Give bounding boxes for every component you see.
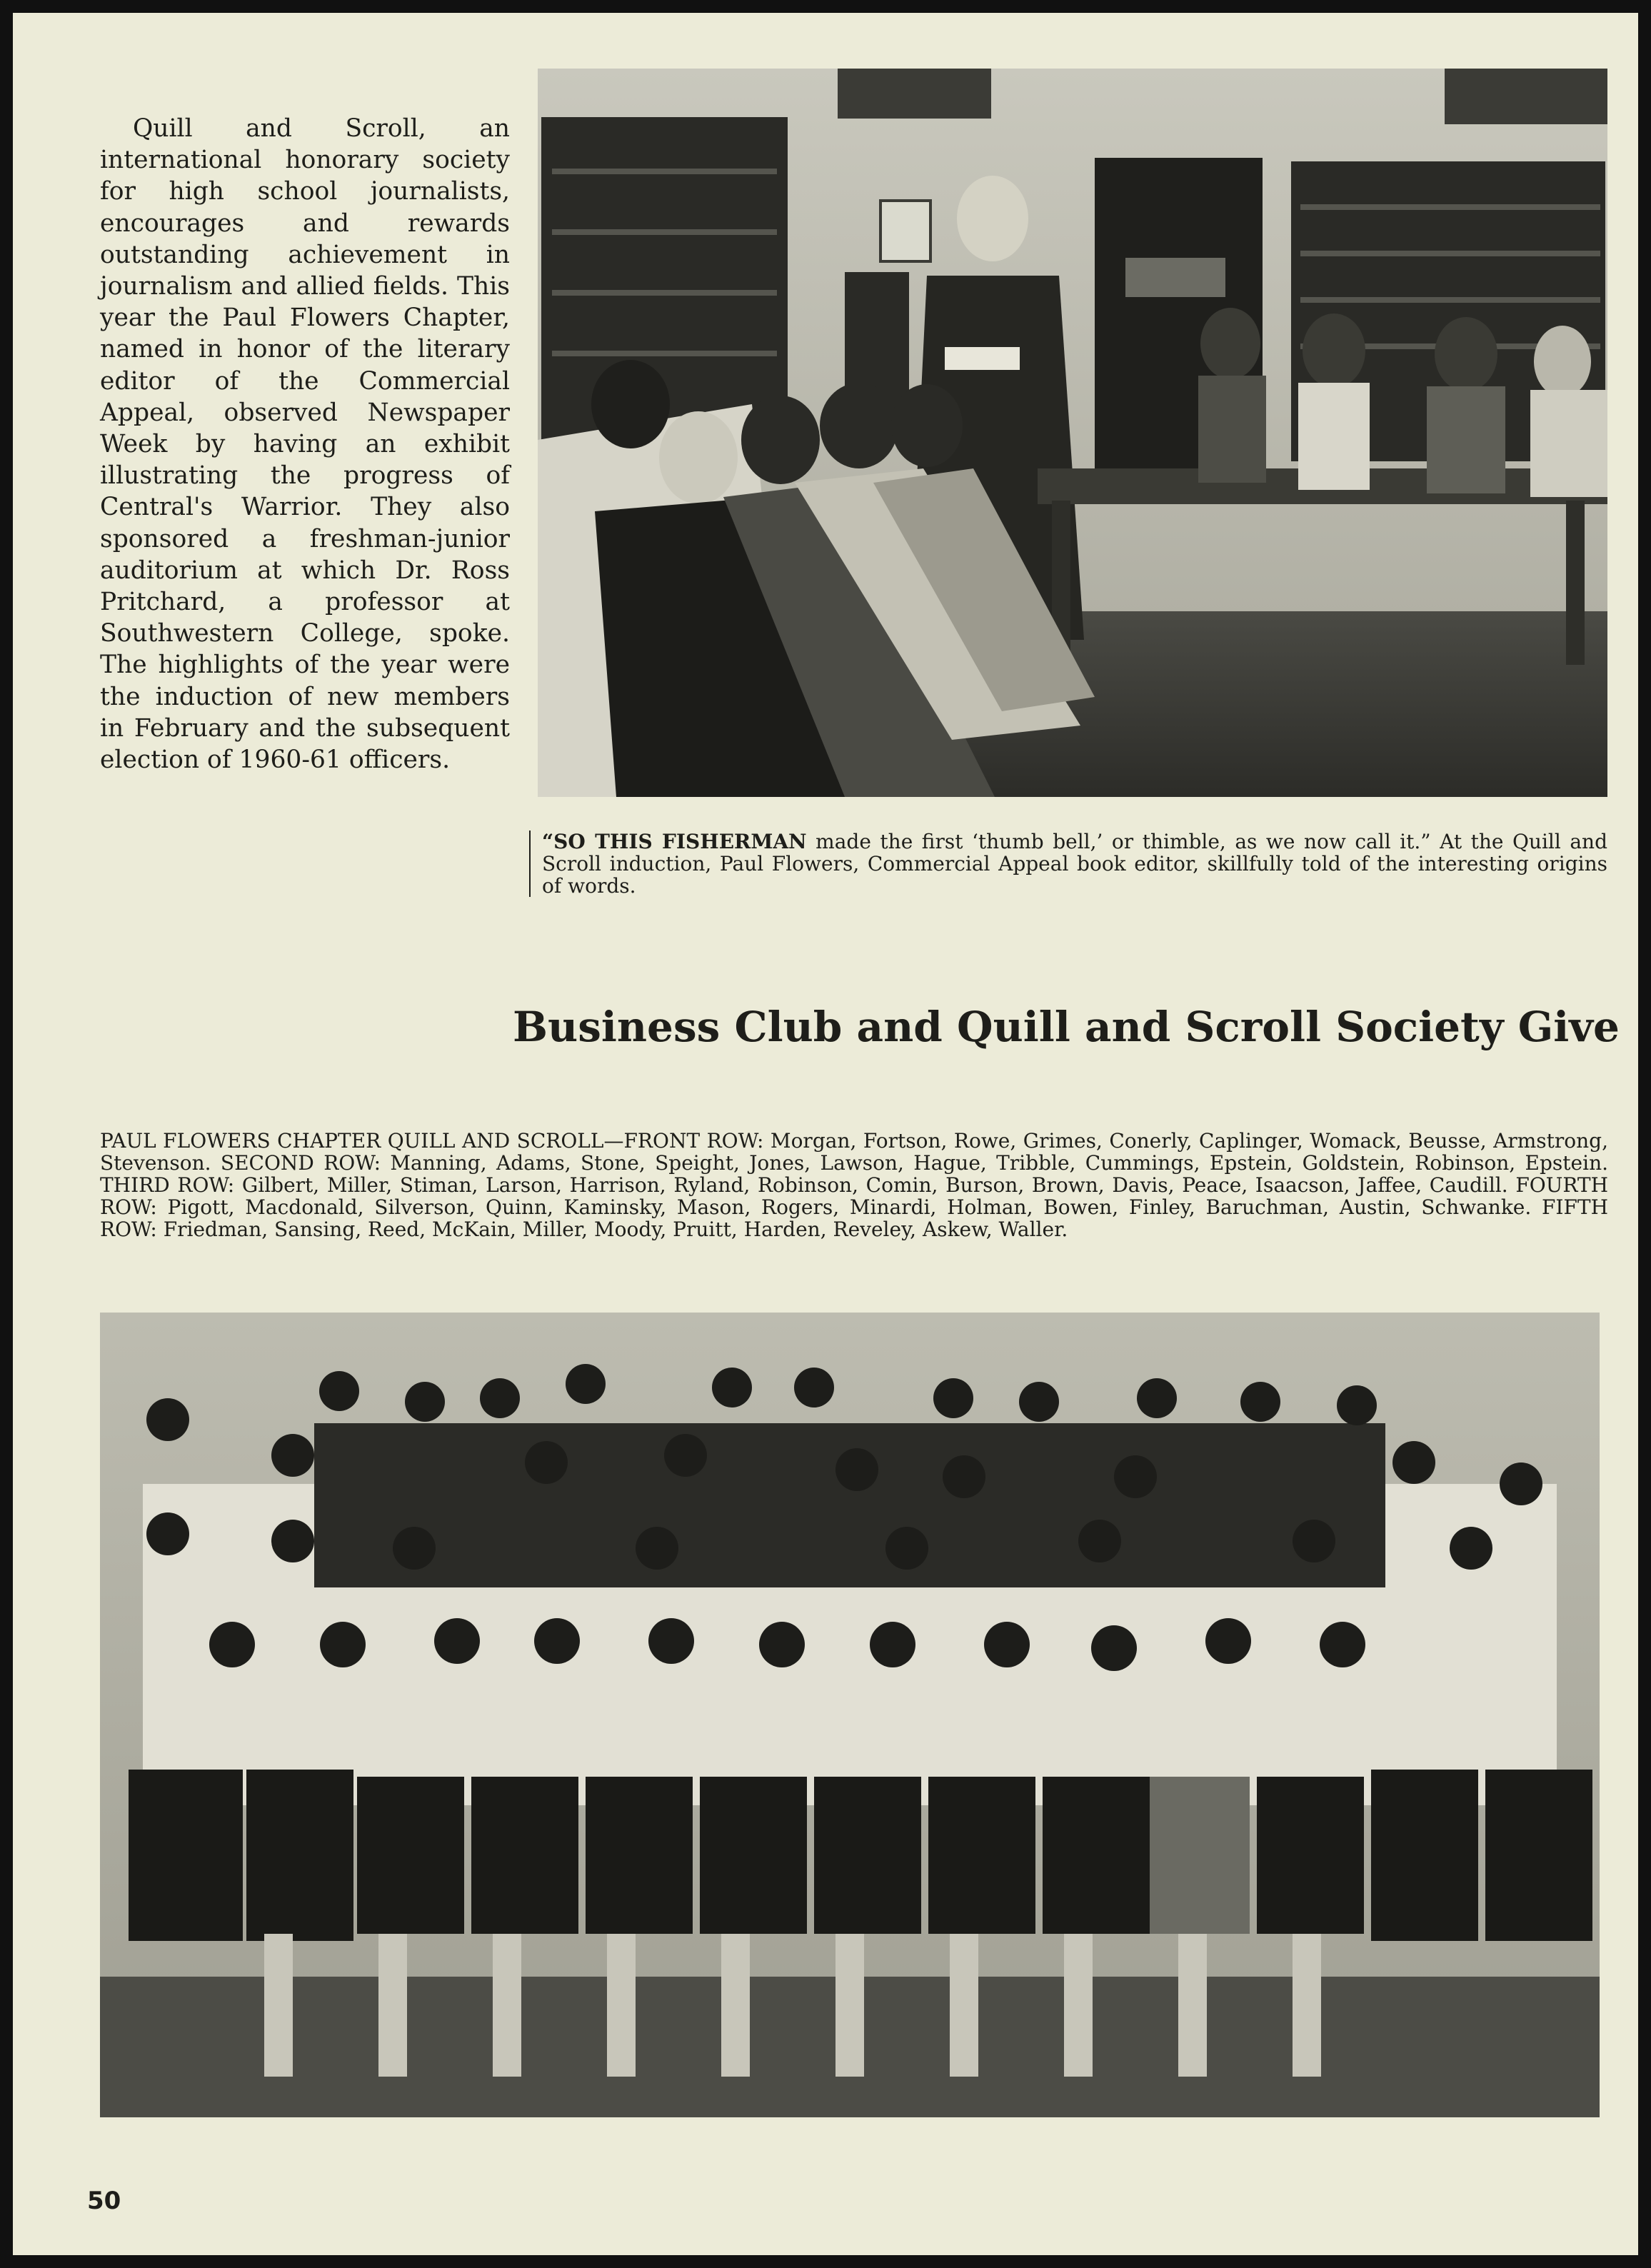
yearbook-page [13,13,1638,2255]
induction-photo-image [538,69,1607,797]
photo-caption [529,831,1607,897]
group-photo [100,1313,1600,2117]
group-photo-roster: PAUL FLOWERS CHAPTER QUILL AND SCROLL—FRONT ROW: Morgan, Fortson, Rowe, Grimes, Conerly, Caplinger, Womack, Beusse, Armstrong, Stevenson. SECOND ROW: Manning, Adams, Stone, Speight, Jones, Lawson, Hague, Tribble, Cummings, Epstein, Goldstein, Robinson, Epstein. THIRD ROW: Gilbert, Miller, Stiman, Larson, Harrison, Ryland, Robinson, Comin, Burson, Brown, Davis, Peace, Isaacson, Jaffee, Caudill. FOURTH ROW: Pigott, Macdonald, Silverson, Quinn, Kaminsky, Mason, Rogers, Minardi, Holman, Bowen, Finley, Baruchman, Austin, Schwanke. FIFTH ROW: Friedman, Sansing, Reed, McKain, Miller, Moody, Pruitt, Harden, Reveley, Askew, Waller. [100,1129,1608,1241]
section-heading: Business Club and Quill and Scroll Society Give [513,1003,1620,1051]
induction-photo [538,69,1607,797]
group-photo-image [100,1313,1600,2117]
caption-lead: “SO THIS FISHERMAN [542,830,807,853]
page-number: 50 [87,2187,121,2215]
intro-paragraph: Quill and Scroll, an international honorary society for high school journalists, encourages and rewards outstanding achievement in journalism and allied fields. This year the Paul Flowers Chapter, named in honor of the literary editor of the Commercial Appeal, observed Newspaper Week by having an exhibit illustrating the progress of Central's Warrior. They also sponsored a freshman-junior auditorium at which Dr. Ross Pritchard, a professor at Southwestern College, spoke. The highlights of the year were the induction of new members in February and the subsequent election of 1960-61 officers. [100,114,510,775]
caption-text: made the first ‘thumb bell,’ or thimble, as we now call it.” At the Quill and Scroll induction, Paul Flowers, Commercial Appeal book editor, skillfully told of the interesting origins of words. [542,830,1607,898]
